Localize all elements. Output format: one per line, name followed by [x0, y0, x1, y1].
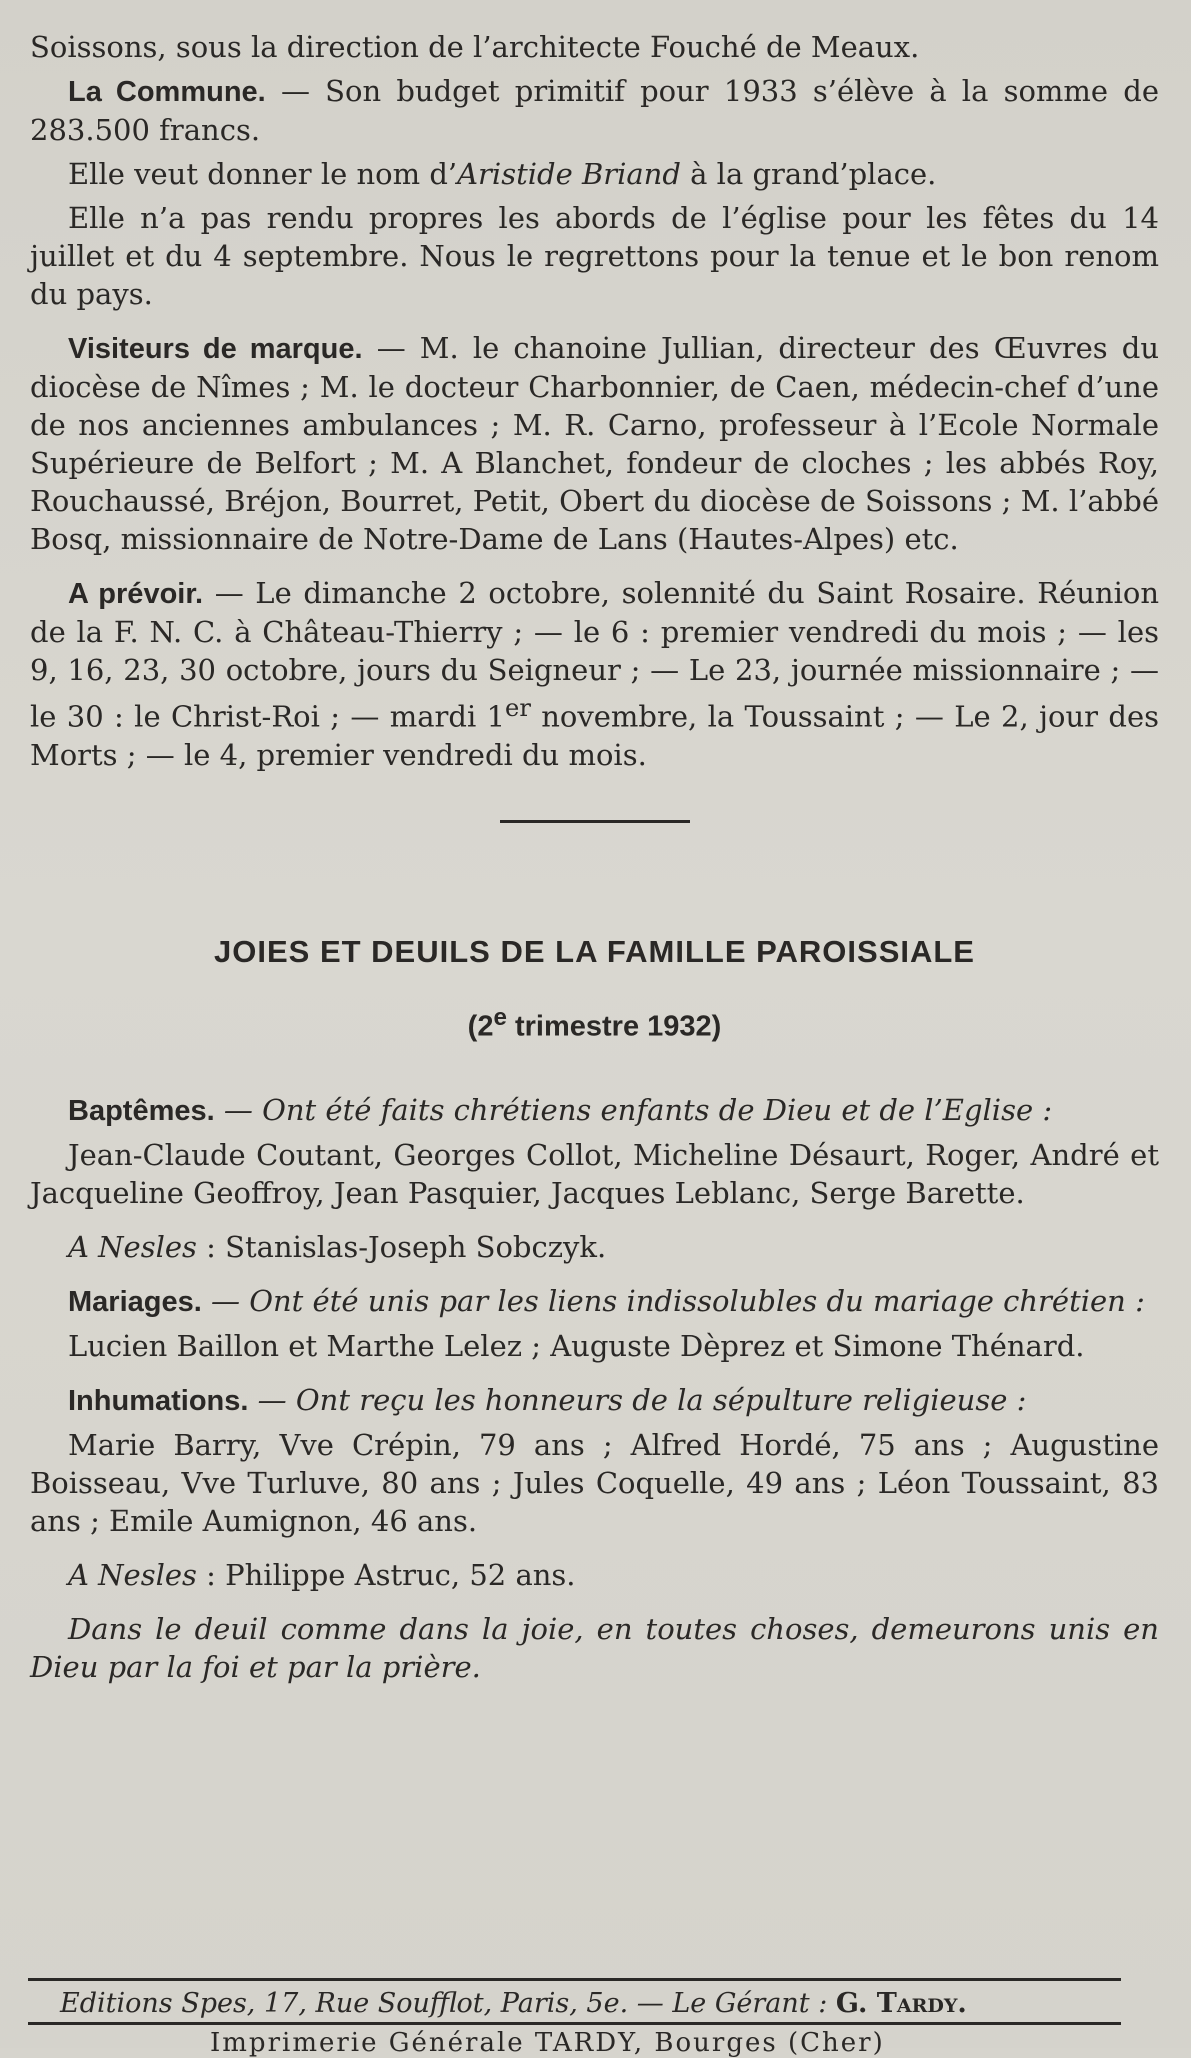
commune-name-text-b: à la grand’place. — [680, 157, 937, 191]
commune-name-paragraph — [30, 155, 1159, 193]
baptemes-nesles-label: A Nesles — [68, 1230, 197, 1265]
inhumations-heading: Inhumations. — [68, 1385, 249, 1418]
closing-text: Dans le deuil comme dans la joie, en toutes choses, demeurons unis en Dieu par la foi et par la prière. — [30, 1612, 1159, 1685]
prevoir-paragraph — [30, 574, 1159, 774]
closing-prayer — [30, 1610, 1159, 1686]
inhumations-nesles — [30, 1556, 1159, 1594]
commune-budget: — Son budget primitif pour 1933 s’élève à la somme de 283.500 francs. — [30, 74, 1160, 147]
baptemes-nesles — [30, 1228, 1159, 1266]
footer-text: Editions Spes, 17, Rue Soufflot, Paris, 5e. — Le Gérant : — [60, 1988, 836, 2019]
mariages-intro — [30, 1282, 1159, 1321]
subtitle-sup: e — [493, 1003, 507, 1031]
baptemes-nesles-name: : Stanislas-Joseph Sobczyk. — [196, 1230, 607, 1265]
subtitle-a: (2 — [467, 1010, 494, 1043]
commune-eglise-paragraph: Elle n’a pas rendu propres les abords de l’église pour les fêtes du 14 juillet et du 4 septembre. Nous le regrettons pour la tenue et le bon renom du pays. — [30, 201, 1159, 311]
baptemes-intro — [30, 1091, 1159, 1130]
section-title: JOIES ET DEUILS DE LA FAMILLE PAROISSIALE — [214, 933, 975, 969]
subtitle-b: trimestre 1932) — [506, 1010, 722, 1043]
mariages-names: Lucien Baillon et Marthe Lelez ; Auguste Dèprez et Simone Thénard. — [68, 1329, 1085, 1364]
mariages-intro-text: — Ont été unis par les liens indissolubles du mariage chrétien : — [201, 1284, 1145, 1319]
inhumations-nesles-label: A Nesles — [68, 1558, 197, 1593]
prevoir-text-b: novembre, la Toussaint ; — Le 2, jour des Morts ; — le 4, premier vendredi du mois. — [30, 699, 1159, 772]
aristide-briand: Aristide Briand — [457, 157, 681, 191]
section-subtitle — [30, 999, 1159, 1046]
prevoir-sup: er — [505, 694, 531, 722]
inhumations-intro-text: — Ont reçu les honneurs de la sépulture religieuse : — [248, 1383, 1027, 1418]
baptemes-heading: Baptêmes. — [68, 1095, 215, 1128]
baptemes-intro-text: — Ont été faits chrétiens enfants de Dieu et de l’Eglise : — [214, 1093, 1053, 1128]
prevoir-text-a: — Le dimanche 2 octobre, solennité du Saint Rosaire. Réunion de la F. N. C. à Château-Thierry ; — le 6 : premier vendredi du mois ; — les 9, 16, 23, 30 octobre, jours du Seigneur ; — Le 23, journée missionnaire ; — le 30 : le Christ-Roi ; — mardi 1 — [30, 576, 1159, 734]
footer-rule-top — [28, 1978, 1121, 1981]
inhumations-names: Marie Barry, Vve Crépin, 79 ans ; Alfred Hordé, 75 ans ; Augustine Boisseau, Vve Turluve, 80 ans ; Jules Coquelle, 49 ans ; Léon Toussaint, 83 ans ; Emile Aumignon, 46 ans. — [30, 1428, 1159, 1539]
commune-name-text-a: Elle veut donner le nom d’ — [68, 157, 458, 191]
visiteurs-paragraph — [30, 329, 1159, 558]
prevoir-heading: A prévoir. — [68, 578, 204, 610]
section-divider — [500, 820, 690, 823]
visiteurs-heading: Visiteurs de marque. — [68, 333, 363, 365]
commune-heading: La Commune. — [68, 76, 266, 108]
inhumations-intro — [30, 1381, 1159, 1420]
commune-paragraph — [30, 72, 1159, 149]
mariages-heading: Mariages. — [68, 1286, 202, 1319]
footer-publisher — [60, 1988, 967, 2019]
inhumations-nesles-name: : Philippe Astruc, 52 ans. — [196, 1558, 576, 1593]
baptemes-names: Jean-Claude Coutant, Georges Collot, Micheline Désaurt, Roger, André et Jacqueline Geoffroy, Jean Pasquier, Jacques Leblanc, Serge Barette. — [30, 1138, 1159, 1211]
top-line: Soissons, sous la direction de l’architecte Fouché de Meaux. — [30, 30, 920, 64]
footer-gerant: G. Tardy. — [835, 1988, 967, 2019]
visiteurs-text: — M. le chanoine Jullian, directeur des Œuvres du diocèse de Nîmes ; M. le docteur Charbonnier, de Caen, médecin-chef d’une de nos anciennes ambulances ; M. R. Carno, professeur à l’Ecole Normale Supérieure de Belfort ; M. A Blanchet, fondeur de cloches ; les abbés Roy, Rouchaussé, Bréjon, Bourret, Petit, Obert du diocèse de Soissons ; M. l’abbé Bosq, missionnaire de Notre-Dame de Lans (Hautes-Alpes) etc. — [30, 331, 1160, 556]
footer-rule-bottom — [28, 2022, 1121, 2025]
footer-imprint: Imprimerie Générale TARDY, Bourges (Cher) — [210, 2028, 885, 2058]
